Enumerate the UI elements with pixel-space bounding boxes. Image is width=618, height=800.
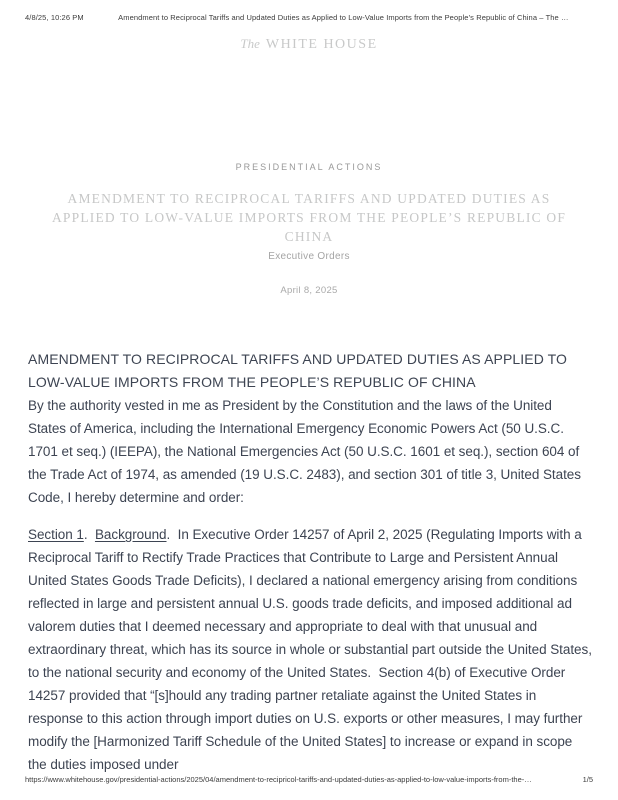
- print-timestamp: 4/8/25, 10:26 PM: [25, 13, 84, 22]
- whitehouse-logo: [0, 36, 618, 53]
- body-heading: AMENDMENT TO RECIPROCAL TARIFFS AND UPDATED DUTIES AS APPLIED TO LOW-VALUE IMPORTS FROM THE PEOPLE’S REPUBLIC OF CHINA: [28, 351, 568, 390]
- article-body: [28, 348, 596, 776]
- page-indicator: 1/5: [582, 775, 593, 784]
- print-page-title: Amendment to Reciprocal Tariffs and Updated Duties as Applied to Low-Value Imports from the People’s Republic of China – The …: [118, 13, 569, 22]
- print-header: [25, 13, 593, 22]
- publish-date: April 8, 2025: [280, 285, 338, 296]
- print-footer: [25, 775, 593, 784]
- category-label: Executive Orders: [268, 251, 350, 262]
- logo-the: The: [240, 36, 260, 51]
- logo-white-house: WHITE HOUSE: [265, 37, 378, 52]
- paragraph-authority: By the authority vested in me as President by the Constitution and the laws of the United States of America, including the International Emergency Economic Powers Act (50 U.S.C. 1701 et seq.) (IEEPA), the National Emergencies Act (50 U.S.C. 1601 et seq.), section 604 of the Trade Act of 1974, as amended (19 U.S.C. 2483), and section 301 of title 3, United States Code, I hereby determine and order:: [28, 398, 585, 505]
- article-title: AMENDMENT TO RECIPROCAL TARIFFS AND UPDATED DUTIES AS APPLIED TO LOW-VALUE IMPORTS FROM THE PEOPLE’S REPUBLIC OF CHINA: [51, 191, 567, 244]
- paragraph-section1: Section 1. Background. In Executive Order 14257 of April 2, 2025 (Regulating Imports with a Reciprocal Tariff to Rectify Trade Practices that Contribute to Large and Persistent Annual United States Goods Trade Deficits), I declared a national emergency arising from conditions reflected in large and persistent annual U.S. goods trade deficits, and imposed additional ad valorem duties that I deemed necessary and appropriate to deal with that unusual and extraordinary threat, which has its source in whole or substantial part outside the United States, to the national security and economy of the United States. Section 4(b) of Executive Order 14257 provided that “[s]hould any trading partner retaliate against the United States in response to this action through import duties on U.S. exports or other measures, I may further modify the [Harmonized Tariff Schedule of the United States] to increase or expand in scope the duties imposed under: [28, 527, 596, 772]
- print-url: https://www.whitehouse.gov/presidential-actions/2025/04/amendment-to-recipricol-tariffs-and-updated-duties-as-applied-to-low-value-imports-from-the-…: [25, 775, 532, 784]
- presidential-actions-label: PRESIDENTIAL ACTIONS: [235, 162, 383, 172]
